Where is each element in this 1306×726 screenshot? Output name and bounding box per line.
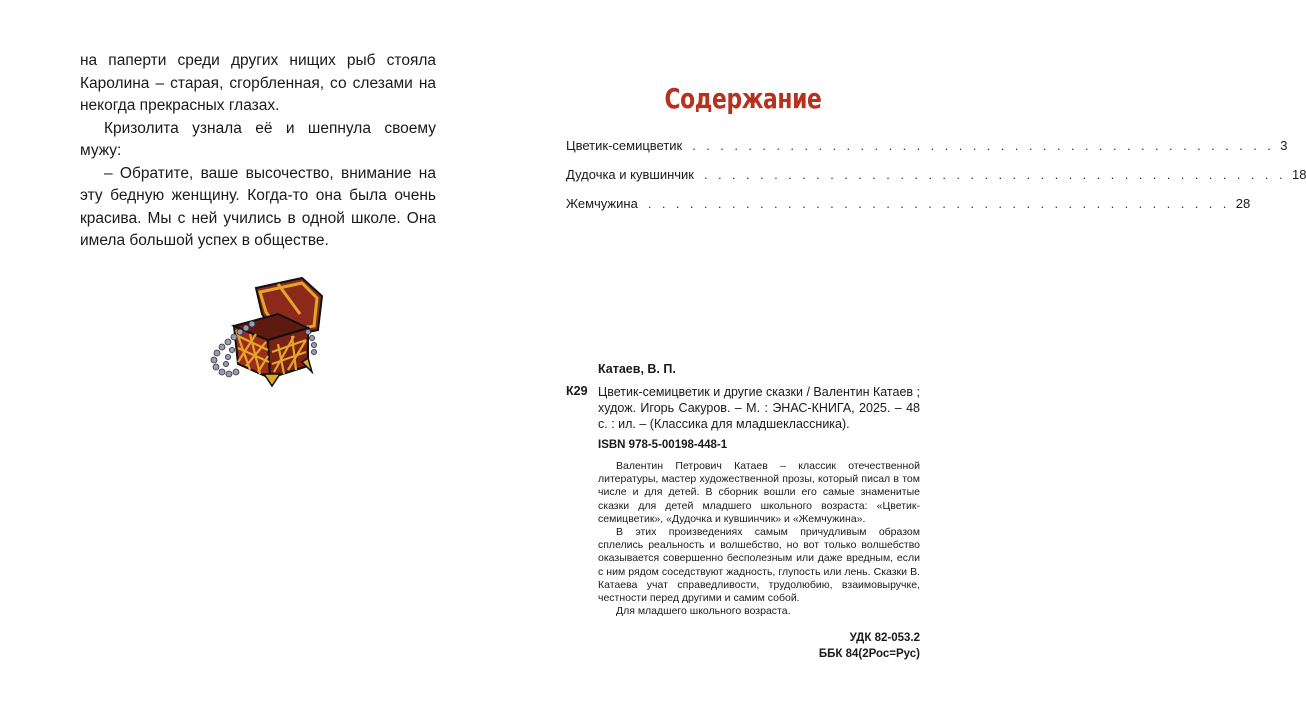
toc-title: Дудочка и кувшинчик	[566, 167, 694, 182]
toc-leader: . . . . . . . . . . . . . . . . . . . . . . . . . . . . . . . . . . . . . . . . . .	[703, 167, 1286, 182]
treasure-chest-with-pearls-icon	[204, 274, 334, 390]
bibliographic-record	[566, 362, 920, 662]
table-of-contents	[566, 138, 1306, 225]
toc-leader: . . . . . . . . . . . . . . . . . . . . . . . . . . . . . . . . . . . . . . . . . .	[692, 138, 1275, 153]
annotation-paragraph: Для младшего школьного возраста.	[616, 605, 791, 618]
toc-entry[interactable]	[566, 167, 1306, 196]
toc-page: 28	[1235, 196, 1251, 211]
author-heading: Катаев, В. П.	[598, 362, 676, 376]
udk-code: УДК 82-053.2	[849, 632, 920, 645]
paragraph: на паперти среди других нищих рыб стояла Каролина – старая, сгорбленная, со слезами на некогда прекрасных глазах.	[80, 52, 436, 114]
paragraph: – Обратите, ваше высочество, внимание на эту бедную женщину. Когда-то она была очень красива. Мы с ней учились в одной школе. Она имела большой успех в обществе.	[80, 164, 436, 249]
entry-description: Цветик-семицветик и другие сказки / Валентин Катаев ; худож. Игорь Сакуров. – М. : ЭНАС-КНИГА, 2025. – 48 с. : ил. – (Классика для младшеклассника).	[598, 385, 920, 431]
author-code: К29	[566, 384, 588, 398]
toc-title: Цветик-семицветик	[566, 138, 683, 153]
contents-title: Содержание	[664, 82, 822, 115]
toc-entry[interactable]	[566, 196, 1251, 225]
annotation-paragraph: Валентин Петрович Катаев – классик отечественной литературы, мастер художественной прозы, который писал в том числе и для детей. В сборник вошли его самые знаменитые сказки для детей младшего школьного возраста: «Цветик-семицветик», «Дудочка и кувшинчик» и «Жемчужина».	[598, 460, 920, 525]
isbn: ISBN 978-5-00198-448-1	[598, 439, 728, 451]
left-page-text	[80, 50, 436, 253]
toc-entry[interactable]	[566, 138, 1288, 167]
toc-title: Жемчужина	[566, 196, 638, 211]
annotation	[598, 460, 920, 618]
toc-page: 18	[1291, 167, 1306, 182]
annotation-paragraph: В этих произведениях самым причудливым образом сплелись реальность и волшебство, но вот только волшебство оказывается совершенно бесполезным или даже вредным, если с ним рядом соседствуют жадность, глупость или лень. Сказки В. Катаева учат справедливости, трудолюбию, взаимовыручке, честности перед другими и самим собой.	[598, 526, 920, 605]
paragraph: Кризолита узнала её и шепнула своему мужу:	[80, 119, 436, 159]
toc-leader: . . . . . . . . . . . . . . . . . . . . . . . . . . . . . . . . . . . . . . . . . .	[647, 196, 1230, 211]
catalog-entry	[566, 384, 920, 432]
classification-codes	[566, 630, 920, 662]
bbk-code: ББК 84(2Рос=Рус)	[818, 648, 920, 661]
toc-page: 3	[1280, 138, 1288, 153]
